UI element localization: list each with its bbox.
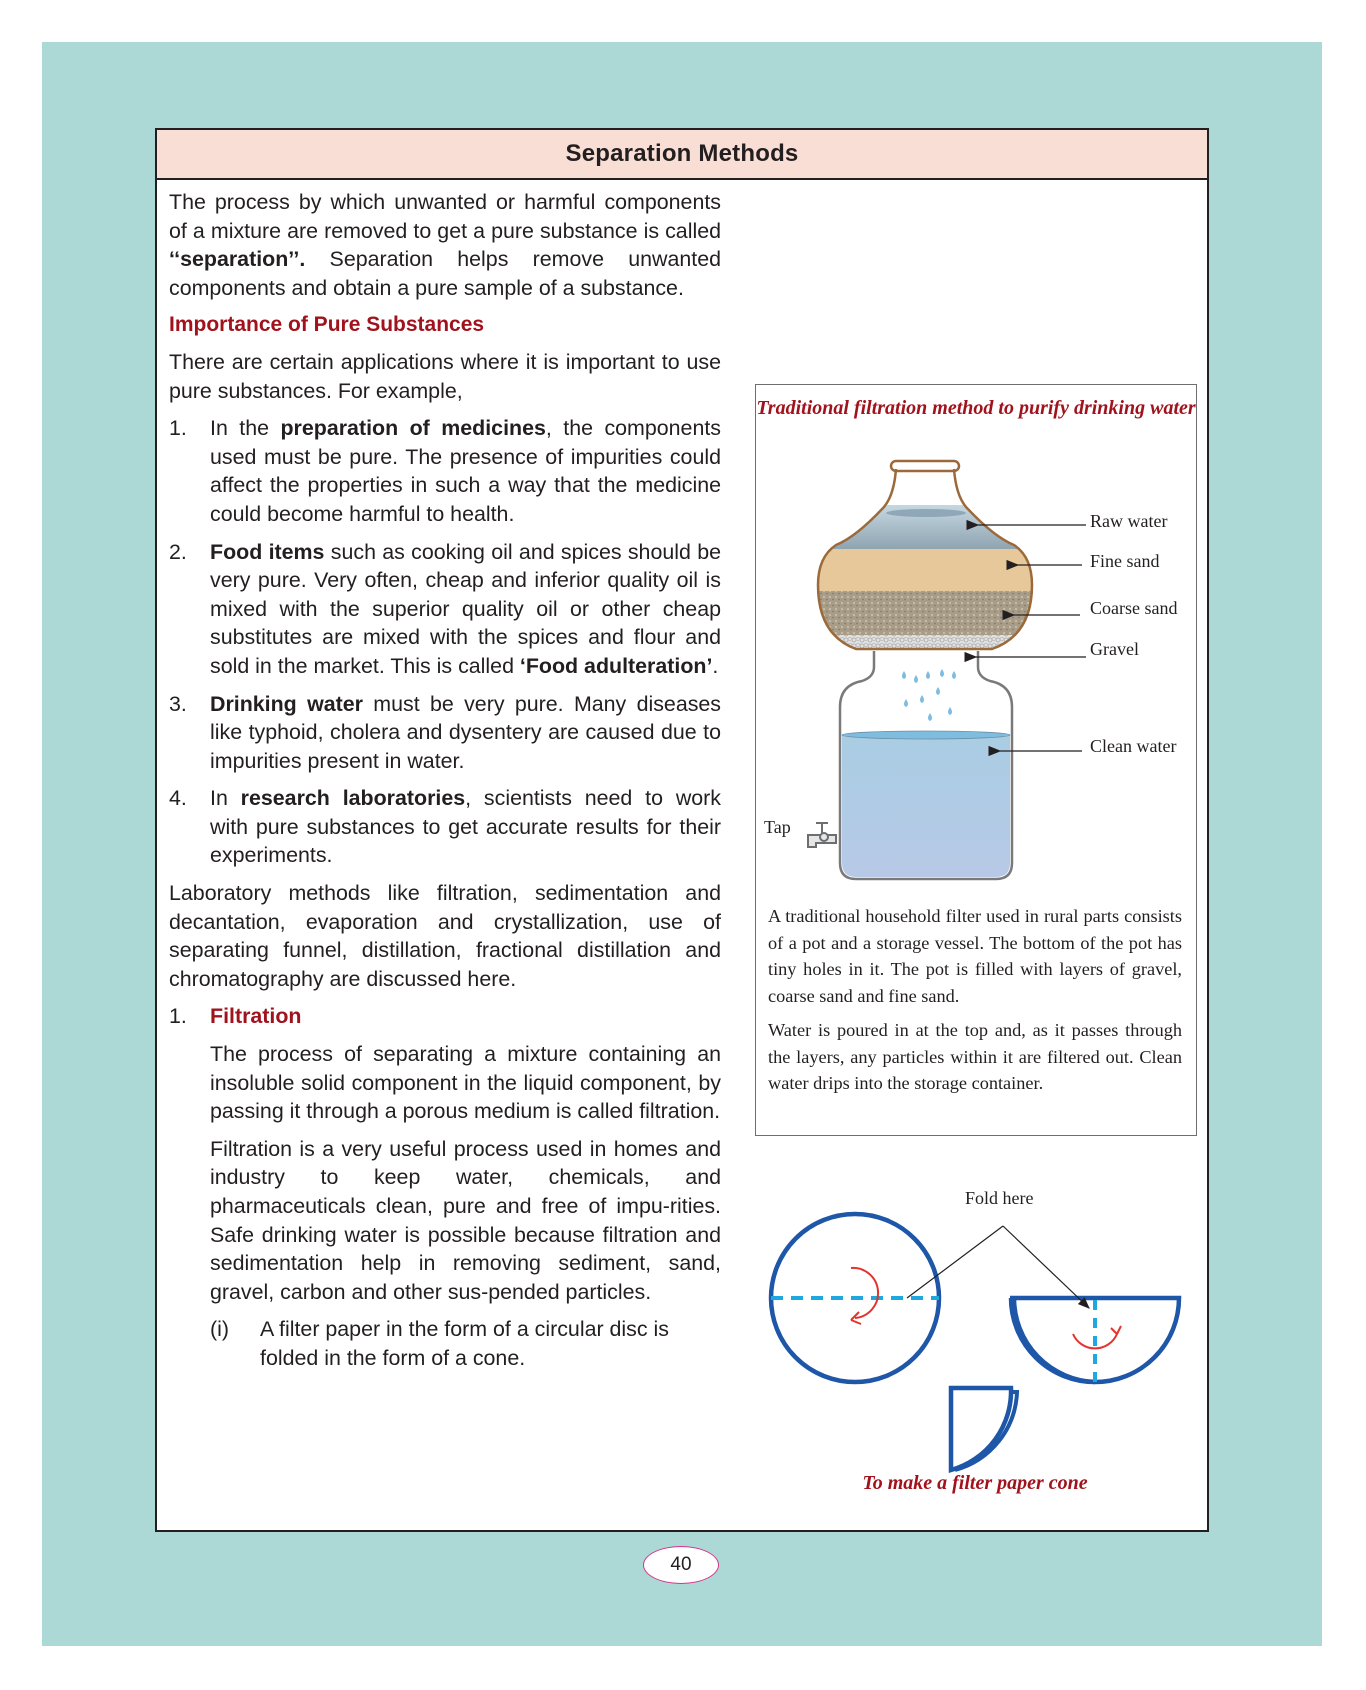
cone-caption: To make a filter paper cone [862,1472,1088,1494]
filtration-step: (i) A filter paper in the form of a circular disc is folded in the form of a cone. [210,1317,669,1370]
filtration-definition: The process of separating a mixture containing an insoluble solid component in the liquid component, by passing it through a porous medium is called filtration. [210,1042,721,1124]
page-number: 40 [643,1546,719,1584]
section-header [157,130,1207,180]
content-box [155,128,1209,1532]
label-gravel: Gravel [1090,639,1139,659]
label-clean-water: Clean water [1090,736,1177,756]
filter-paper-cone-diagram [755,1188,1195,1478]
filtration-uses: Filtration is a very useful process used in homes and industry to keep water, chemicals, and pharmaceuticals clean, pure and free of impu-rities. Safe drinking water is possible because filtration and sedimentation help in removing sediment, sand, gravel, carbon and other sus-pended particles. [210,1136,721,1304]
filtration-heading: 1. Filtration [169,1004,302,1029]
importance-lead: There are certain applications where it is important to use pure substances. For example, [169,349,721,403]
intro-paragraph: The process by which unwanted or harmful components of a mixture are removed to get a pure substance is called ‘‘separation’’. Separation helps remove unwanted components and obtain a pure sample of a substance. [169,190,721,300]
figure-traditional-filter [755,384,1197,1136]
list-item: 1. In the preparation of medicines, the components used must be pure. The presence of impurities could affect the properties in such a way that the medicine could become harmful to health. [169,416,721,526]
methods-paragraph: Laboratory methods like filtration, sedimentation and decantation, evaporation and crystallization, use of separating funnel, distillation, fractional distillation and chromatography are discussed here. [169,881,721,991]
separation-term: ‘‘separation’’. [169,247,306,272]
label-raw-water: Raw water [1090,511,1168,531]
list-item: 2. Food items such as cooking oil and spices should be very pure. Very often, cheap and inferior quality oil is mixed with the superior quality oil or other cheap substitutes are mixed with the spices and flour and sold in the market. This is called ‘Food adulteration’. [169,539,721,678]
label-tap: Tap [764,817,791,837]
importance-heading: Importance of Pure Substances [169,313,485,337]
figure-title: Traditional filtration method to purify drinking water [756,397,1196,419]
left-column [169,188,721,1373]
page-title: Separation Methods [565,140,799,167]
list-item: 4. In research laboratories, scientists need to work with pure substances to get accurate results for their experiments. [169,786,721,868]
figure-description: A traditional household filter used in rural parts consists of a pot and a storage vessel. The bottom of the pot has tiny holes in it. The pot is filled with layers of gravel, coarse sand and fine sand. Water is poured in at the top and, as it passes through the layers, any particles within it are filtered out. Clean water drips into the storage container. [768,906,1182,1093]
list-item: 3. Drinking water must be very pure. Many diseases like typhoid, cholera and dysentery are caused due to impurities present in water. [169,691,722,773]
label-fine-sand: Fine sand [1090,551,1160,571]
tap-icon [808,823,836,847]
label-coarse-sand: Coarse sand [1090,598,1178,618]
fold-here-label: Fold here [965,1188,1034,1208]
